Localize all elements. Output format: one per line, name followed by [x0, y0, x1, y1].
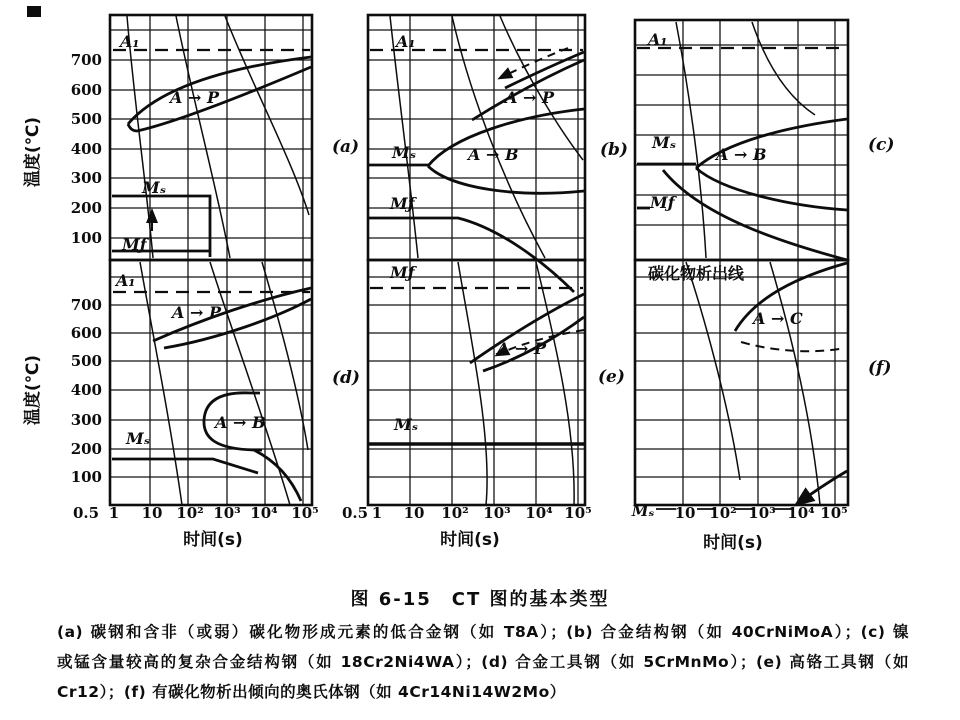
- x-tick: 10²: [441, 504, 469, 522]
- label-mf-a: Mƒ: [122, 235, 147, 254]
- y-axis-labels: [71, 51, 102, 486]
- x-tick: 10³: [748, 504, 776, 522]
- label-a1-b: A₁: [396, 32, 416, 51]
- ms-line-d: [112, 459, 258, 473]
- panel-e-box: [368, 260, 585, 505]
- y-tick: 200: [70, 199, 102, 217]
- label-ms-a: Mₛ: [142, 178, 167, 197]
- panel-tag-f: (f): [868, 358, 892, 378]
- label-a1-d: A₁: [116, 271, 136, 290]
- grid-panel-e: [368, 260, 585, 505]
- panel-tag-b: (b): [600, 140, 628, 160]
- caption-line: (a) 碳钢和含非（或弱）碳化物形成元素的低合金钢（如 T8A）；(b) 合金结构钢（如 40CrNiMoA）；(c) 镍: [57, 623, 909, 641]
- y-tick: 500: [70, 352, 102, 370]
- cooling-curves-d: [140, 262, 308, 505]
- x-tick: 1: [108, 504, 120, 522]
- x-tick: 10: [403, 504, 425, 522]
- label-ms-d: Mₛ: [126, 429, 151, 448]
- caption-line: Cr12）；(f) 有碳化物析出倾向的奥氏体钢（如 4Cr14Ni14W2Mo）: [57, 683, 566, 701]
- pearlite-finish-b: [505, 52, 584, 88]
- x-axis-title-left: 时间(s): [183, 530, 243, 550]
- label-mf-e: Mƒ: [390, 263, 415, 282]
- x-tick: 10⁵: [291, 504, 319, 522]
- corner-curve-f: [797, 471, 847, 504]
- label-ms-e: Mₛ: [394, 415, 419, 434]
- x-tick: 10⁵: [564, 504, 592, 522]
- x-tick: 10: [141, 504, 163, 522]
- x-axis-title-right: 时间(s): [703, 533, 763, 553]
- y-tick: 300: [70, 169, 102, 187]
- label-ac-f: A → C: [753, 309, 803, 328]
- cooling-curves-f: [686, 262, 820, 505]
- x-tick: 10⁴: [787, 504, 815, 522]
- label-ab-b: A → B: [468, 145, 519, 164]
- y-tick: 600: [70, 81, 102, 99]
- lower-sweep-c: [663, 170, 847, 260]
- x-tick: 10³: [213, 504, 241, 522]
- x-tick: 1: [371, 504, 383, 522]
- x-tick: 10²: [709, 504, 737, 522]
- scan-artifact: [27, 6, 41, 17]
- caption-line: 或锰含量较高的复杂合金结构钢（如 18Cr2Ni4WA）；(d) 合金工具钢（如 5CrMnMo）；(e) 高铬工具钢（如: [57, 653, 909, 671]
- panel-tag-c: (c): [868, 135, 895, 155]
- x-tick: 0.5: [341, 504, 369, 522]
- cooling-curves-e: [458, 262, 574, 505]
- x-tick: 10⁴: [525, 504, 553, 522]
- figure-caption-title: 图 6-15 CT 图的基本类型: [350, 589, 610, 610]
- cooling-curves-a: [127, 16, 309, 258]
- pearlite-finish-a: [128, 67, 311, 131]
- x-tick: 10⁵: [820, 504, 848, 522]
- label-mf-c: Mƒ: [650, 193, 675, 212]
- y-tick: 400: [70, 140, 102, 158]
- y-tick: 500: [70, 110, 102, 128]
- y-tick: 700: [70, 51, 102, 69]
- x-tick: 0.5: [72, 504, 100, 522]
- panel-tag-d: (d): [332, 368, 360, 388]
- y-tick: 700: [70, 296, 102, 314]
- figure-caption-notes: [57, 617, 909, 707]
- y-tick: 200: [70, 440, 102, 458]
- x-tick: 10: [674, 504, 696, 522]
- label-ab-d: A → B: [215, 413, 266, 432]
- x-tick: 10²: [176, 504, 204, 522]
- grid-panel-d: [110, 260, 312, 505]
- panel-tag-e: (e): [598, 367, 625, 387]
- label-ms-c: Mₛ: [652, 133, 677, 152]
- y-axis-title-bottom: 温度(℃): [23, 354, 43, 426]
- label-a1-c: A₁: [648, 30, 668, 49]
- label-ap-a: A → P: [170, 88, 219, 107]
- label-ms-b: Mₛ: [392, 143, 417, 162]
- label-a1-a: A₁: [120, 32, 140, 51]
- y-tick: 300: [70, 411, 102, 429]
- x-tick-ms: Mₛ: [631, 502, 655, 520]
- y-tick: 100: [70, 229, 102, 247]
- x-axis-title-mid: 时间(s): [440, 530, 500, 550]
- y-axis-title-top: 温度(℃): [23, 116, 43, 188]
- label-carbide-f: 碳化物析出线: [648, 264, 745, 283]
- x-tick: 10⁴: [250, 504, 278, 522]
- y-tick: 100: [70, 468, 102, 486]
- bainite-tail-d: [254, 450, 301, 501]
- label-ap-e: A → P: [497, 339, 546, 358]
- cooling-curves-b: [390, 16, 583, 258]
- y-tick: 600: [70, 324, 102, 342]
- label-ap-d: A → P: [172, 303, 221, 322]
- label-mf-b: Mƒ: [390, 194, 415, 213]
- x-tick: 10³: [483, 504, 511, 522]
- y-tick: 400: [70, 381, 102, 399]
- label-ab-c: A → B: [716, 145, 767, 164]
- a1-dashed-lines: [113, 48, 845, 292]
- bainite-finish-c: [696, 168, 847, 210]
- x-axis-labels: [73, 502, 848, 522]
- label-ap-b: A → P: [505, 88, 554, 107]
- panel-tag-a: (a): [332, 137, 360, 157]
- panel-d-box: [110, 260, 312, 505]
